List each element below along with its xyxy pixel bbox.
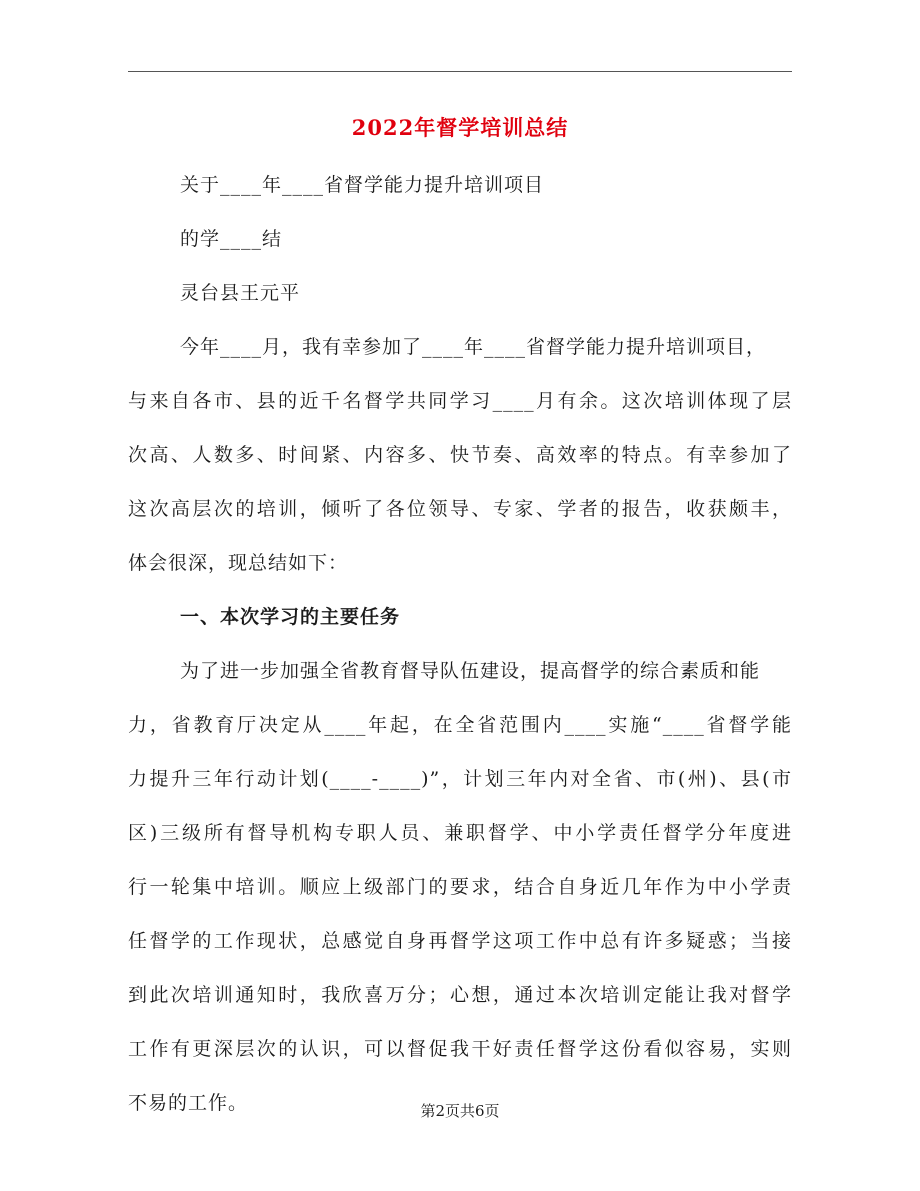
paragraph-2-line: 工作有更深层次的认识，可以督促我干好责任督学这份看似容易，实则	[128, 1038, 792, 1060]
paragraph-1-line: 体会很深，现总结如下：	[128, 552, 349, 574]
paragraph-1-line: 与来自各市、县的近千名督学共同学习____月有余。这次培训体现了层	[128, 390, 792, 412]
paragraph-2-line: 行一轮集中培训。顺应上级部门的要求，结合自身近几年作为中小学责	[128, 876, 792, 898]
header-rule	[128, 71, 792, 72]
intro-line-2: 的学____结	[180, 228, 283, 250]
paragraph-2-line: 力，省教育厅决定从____年起，在全省范围内____实施“____省督学能	[128, 714, 792, 736]
paragraph-2-line: 区)三级所有督导机构专职人员、兼职督学、中小学责任督学分年度进	[128, 822, 792, 844]
section-heading-1: 一、本次学习的主要任务	[180, 606, 401, 628]
paragraph-2-line: 到此次培训通知时，我欣喜万分；心想，通过本次培训定能让我对督学	[128, 984, 792, 1006]
paragraph-2-line: 任督学的工作现状，总感觉自身再督学这项工作中总有许多疑惑；当接	[128, 930, 792, 952]
paragraph-2-line: 不易的工作。	[128, 1092, 249, 1114]
paragraph-2-line: 力提升三年行动计划(____-____)”，计划三年内对全省、市(州)、县(市	[128, 768, 792, 790]
paragraph-1-line: 今年____月，我有幸参加了____年____省督学能力提升培训项目，	[180, 336, 767, 358]
page-number: 第2页共6页	[420, 1102, 500, 1120]
document-title: 2022年督学培训总结	[351, 115, 569, 140]
paragraph-2-line: 为了进一步加强全省教育督导队伍建设，提高督学的综合素质和能	[180, 660, 761, 682]
paragraph-1-line: 次高、人数多、时间紧、内容多、快节奏、高效率的特点。有幸参加了	[128, 444, 792, 466]
author-line: 灵台县王元平	[180, 282, 301, 304]
paragraph-1-line: 这次高层次的培训，倾听了各位领导、专家、学者的报告，收获颇丰，	[128, 498, 792, 520]
intro-line-1: 关于____年____省督学能力提升培训项目	[180, 174, 545, 196]
